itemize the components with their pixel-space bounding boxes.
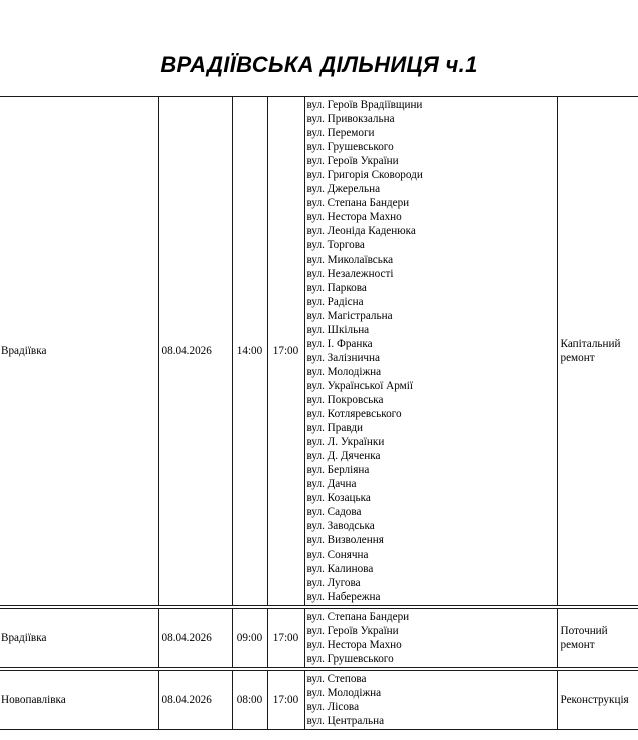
- start-time-cell: 08:00: [232, 670, 267, 729]
- street-item: вул. Перемоги: [306, 127, 375, 140]
- street-item: вул. Привокзальна: [306, 113, 395, 126]
- locality-cell: Врадіївка: [0, 97, 158, 606]
- street-item: вул. Залізнична: [306, 351, 381, 364]
- locality-cell: Новопавлівка: [0, 670, 158, 729]
- page-title: ВРАДІЇВСЬКА ДІЛЬНИЦЯ ч.1: [160, 52, 478, 77]
- streets-cell: [304, 97, 557, 606]
- end-time-cell: 17:00: [267, 608, 304, 667]
- street-item: вул. Берліяна: [306, 464, 370, 477]
- street-item: вул. Торгова: [306, 239, 365, 252]
- street-item: вул. Героїв України: [306, 155, 399, 168]
- street-item: вул. Степана Бандери: [306, 197, 410, 210]
- street-item: вул. Грушевського: [306, 652, 394, 665]
- street-item: вул. Степана Бандери: [306, 610, 410, 623]
- date-cell: 08.04.2026: [158, 670, 232, 729]
- street-item: вул. Лугова: [306, 576, 361, 589]
- street-item: вул. Григорія Сковороди: [306, 169, 423, 182]
- street-item: вул. Козацька: [306, 492, 371, 505]
- work-type-cell: Поточний ремонт: [557, 608, 638, 667]
- street-item: вул. Степова: [306, 672, 367, 685]
- table-row: [0, 97, 638, 606]
- street-item: вул. Л. Українки: [306, 436, 385, 449]
- end-time-cell: 17:00: [267, 670, 304, 729]
- streets-cell: [304, 670, 557, 729]
- work-type-cell: Реконструкція: [557, 670, 638, 729]
- street-item: вул. Героїв України: [306, 624, 399, 637]
- street-item: вул. Калинова: [306, 562, 374, 575]
- street-item: вул. Джерельна: [306, 183, 381, 196]
- street-item: вул. Д. Дяченка: [306, 450, 381, 463]
- street-item: вул. Котляревського: [306, 408, 402, 421]
- street-item: вул. Паркова: [306, 281, 367, 294]
- start-time-cell: 09:00: [232, 608, 267, 667]
- outage-schedule-table: [0, 96, 638, 730]
- street-item: вул. Центральна: [306, 715, 385, 728]
- street-item: вул. Магістральна: [306, 309, 393, 322]
- street-item: вул. Миколаївська: [306, 253, 394, 266]
- street-item: вул. Садова: [306, 506, 362, 519]
- street-item: вул. Української Армії: [306, 379, 413, 392]
- street-item: вул. Дачна: [306, 478, 357, 491]
- street-item: вул. Покровська: [306, 393, 384, 406]
- street-item: вул. Молодіжна: [306, 365, 382, 378]
- street-item: вул. Нестора Махно: [306, 638, 402, 651]
- table-body: [0, 97, 638, 730]
- start-time-cell: 14:00: [232, 97, 267, 606]
- end-time-cell: 17:00: [267, 97, 304, 606]
- street-item: вул. Грушевського: [306, 141, 394, 154]
- street-item: вул. І. Франка: [306, 337, 373, 350]
- street-item: вул. Молодіжна: [306, 686, 382, 699]
- street-item: вул. Героїв Врадіївщини: [306, 99, 423, 111]
- locality-cell: Врадіївка: [0, 608, 158, 667]
- table-row: [0, 670, 638, 729]
- street-item: вул. Радісна: [306, 295, 364, 308]
- street-item: вул. Визволення: [306, 534, 384, 547]
- street-item: вул. Леоніда Каденюка: [306, 225, 416, 238]
- work-type-cell: Капітальний ремонт: [557, 97, 638, 606]
- street-item: вул. Нестора Махно: [306, 211, 402, 224]
- street-item: вул. Заводська: [306, 520, 375, 533]
- street-item: вул. Шкільна: [306, 323, 370, 336]
- table-row: [0, 608, 638, 667]
- street-item: вул. Правди: [306, 422, 363, 435]
- street-item: вул. Набережна: [306, 590, 381, 603]
- date-cell: 08.04.2026: [158, 97, 232, 606]
- street-item: вул. Незалежності: [306, 267, 394, 280]
- streets-cell: [304, 608, 557, 667]
- date-cell: 08.04.2026: [158, 608, 232, 667]
- street-item: вул. Сонячна: [306, 548, 369, 561]
- street-item: вул. Лісова: [306, 700, 360, 713]
